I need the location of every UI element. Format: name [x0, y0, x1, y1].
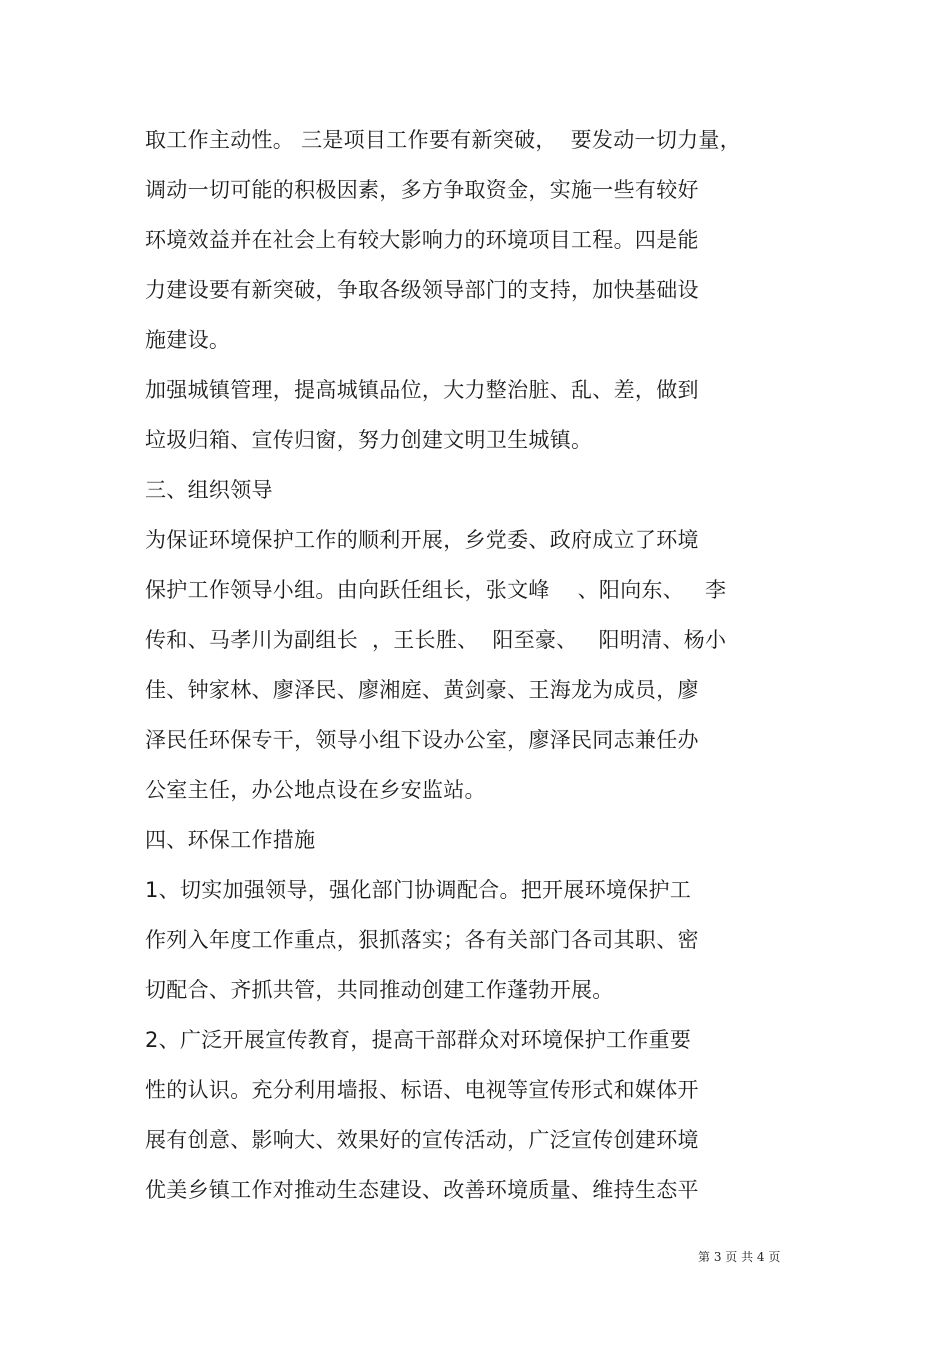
body-text-line: 传和、马孝川为副组长 ，王长胜、 阳至豪、 阳明清、杨小	[145, 628, 727, 652]
body-text-line: 2、广泛开展宣传教育，提高干部群众对环境保护工作重要	[145, 1028, 692, 1052]
section-heading: 三、组织领导	[145, 478, 273, 502]
body-text-line: 切配合、齐抓共管，共同推动创建工作蓬勃开展。	[145, 978, 614, 1002]
body-text-line: 泽民任环保专干，领导小组下设办公室，廖泽民同志兼任办	[145, 728, 699, 752]
body-text-line: 展有创意、影响大、效果好的宣传活动，广泛宣传创建环境	[145, 1128, 699, 1152]
body-text-line: 取工作主动性。 三是项目工作要有新突破， 要发动一切力量，	[145, 128, 742, 152]
body-text-line: 佳、钟家林、廖泽民、廖湘庭、黄剑豪、王海龙为成员，廖	[145, 678, 699, 702]
body-text-line: 施建设。	[145, 328, 231, 352]
body-text-line: 保护工作领导小组。由向跃任组长，张文峰 、阳向东、 李	[145, 578, 727, 602]
body-text-line: 优美乡镇工作对推动生态建设、改善环境质量、维持生态平	[145, 1178, 699, 1202]
body-text-line: 为保证环境保护工作的顺利开展，乡党委、政府成立了环境	[145, 528, 699, 552]
body-text-line: 公室主任，办公地点设在乡安监站。	[145, 778, 486, 802]
body-text-line: 环境效益并在社会上有较大影响力的环境项目工程。四是能	[145, 228, 699, 252]
body-text-line: 垃圾归箱、宣传归窗，努力创建文明卫生城镇。	[145, 428, 593, 452]
body-text-line: 加强城镇管理，提高城镇品位，大力整治脏、乱、差，做到	[145, 378, 699, 402]
body-text-line: 力建设要有新突破，争取各级领导部门的支持，加快基础设	[145, 278, 699, 302]
page-number-footer: 第 3 页 共 4 页	[698, 1250, 781, 1264]
body-text-line: 作列入年度工作重点，狠抓落实；各有关部门各司其职、密	[145, 928, 699, 952]
section-heading: 四、环保工作措施	[145, 828, 316, 852]
body-text-line: 1、切实加强领导，强化部门协调配合。把开展环境保护工	[145, 878, 692, 902]
body-text-line: 调动一切可能的积极因素，多方争取资金，实施一些有较好	[145, 178, 699, 202]
body-text-line: 性的认识。充分利用墙报、标语、电视等宣传形式和媒体开	[145, 1078, 699, 1102]
